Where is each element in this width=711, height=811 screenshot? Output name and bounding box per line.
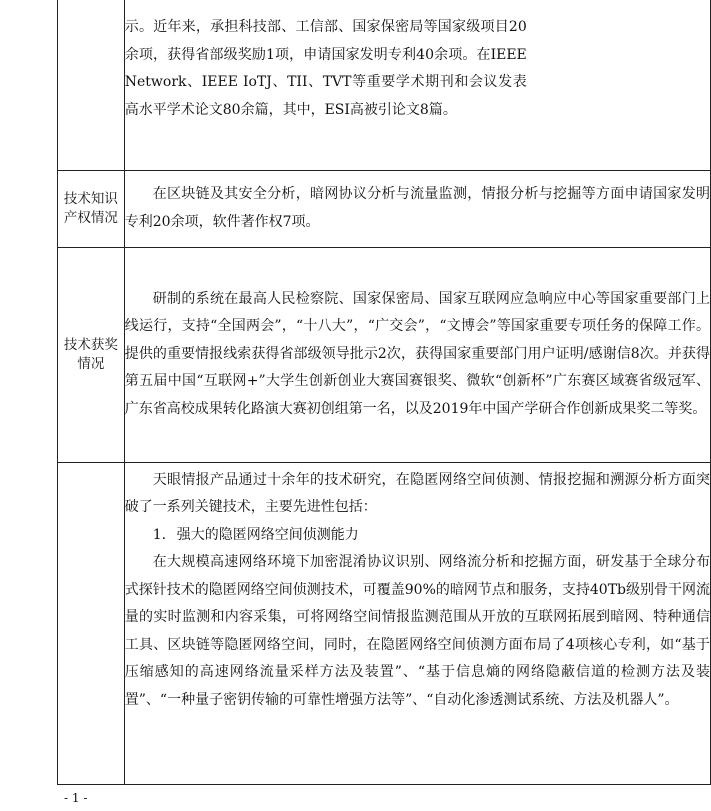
table-row [58,462,711,784]
list-item-number: 1. [152,526,167,543]
awards-cell [124,247,710,462]
list-item-title: 强大的隐匿网络空间侦测能力 [176,526,359,543]
ip-status-label: 技术知识产权情况 [58,170,125,247]
page-number: - 1 - [64,791,88,805]
list-item [125,522,710,550]
table-row [58,170,711,247]
table-row [58,247,711,462]
project-summary-text: 示。近年来，承担科技部、工信部、国家保密局等国家级项目20余项，获得省部级奖励1项，申请国家发明专利40余项。在IEEE Network、IEEE IoTJ、TII、TVT等重要学术期刊和会议发表高水平学术论文80余篇，其中，ESI高被引论文8篇。 [124,19,527,118]
awards-label: 技术获奖情况 [58,247,125,462]
awards-text: 研制的系统在最高人民检察院、国家保密局、国家互联网应急响应中心等国家重要部门上线运行，支持“全国两会”，“十八大”，“广交会”，“文博会”等国家重要专项任务的保障工作。提供的重要情报线索获得省部级领导批示2次，获得国家重要部门用户证明/感谢信8次。并获得第五届中国“互联网+”大学生创新创业大赛国赛银奖、微软“创新杯”广东赛区域赛省级冠军、广东省高校成果转化路演大赛初创组第一名，以及2019年中国产学研合作创新成果奖二等奖。 [124,290,710,417]
advancement-intro: 天眼情报产品通过十余年的技术研究，在隐匿网络空间侦测、情报挖掘和溯源分析方面突破了一系列关键技术，主要先进性包括： [124,471,710,515]
advancement-body: 在大规模高速网络环境下加密混淆协议识别、网络流分析和挖掘方面，研发基于全球分布式探针技术的隐匿网络空间侦测技术，可覆盖90%的暗网节点和服务，支持40Tb级别骨干网流量的实时监测和内容采集，可将网络空间情报监测范围从开放的互联网拓展到暗网、特种通信工具、区块链等隐匿网络空间，同时，在隐匿网络空间侦测方面布局了4项核心专利，如“基于压缩感知的高速网络流量采样方法及装置”、“基于信息熵的网络隐蔽信道的检测方法及装置”、“一种量子密钥传输的可靠性增强方法等”、“自动化渗透测试系统、方法及机器人”。 [124,554,710,708]
ip-status-text: 在区块链及其安全分析，暗网协议分析与流量监测，情报分析与挖掘等方面申请国家发明专利20余项，软件著作权7项。 [124,186,710,230]
project-summary-cell [124,0,710,170]
ip-status-cell [124,170,710,247]
table-row [58,0,711,170]
row-label [58,0,125,170]
advancement-cell [124,462,710,784]
row-label [58,462,125,784]
document-table [57,0,711,785]
